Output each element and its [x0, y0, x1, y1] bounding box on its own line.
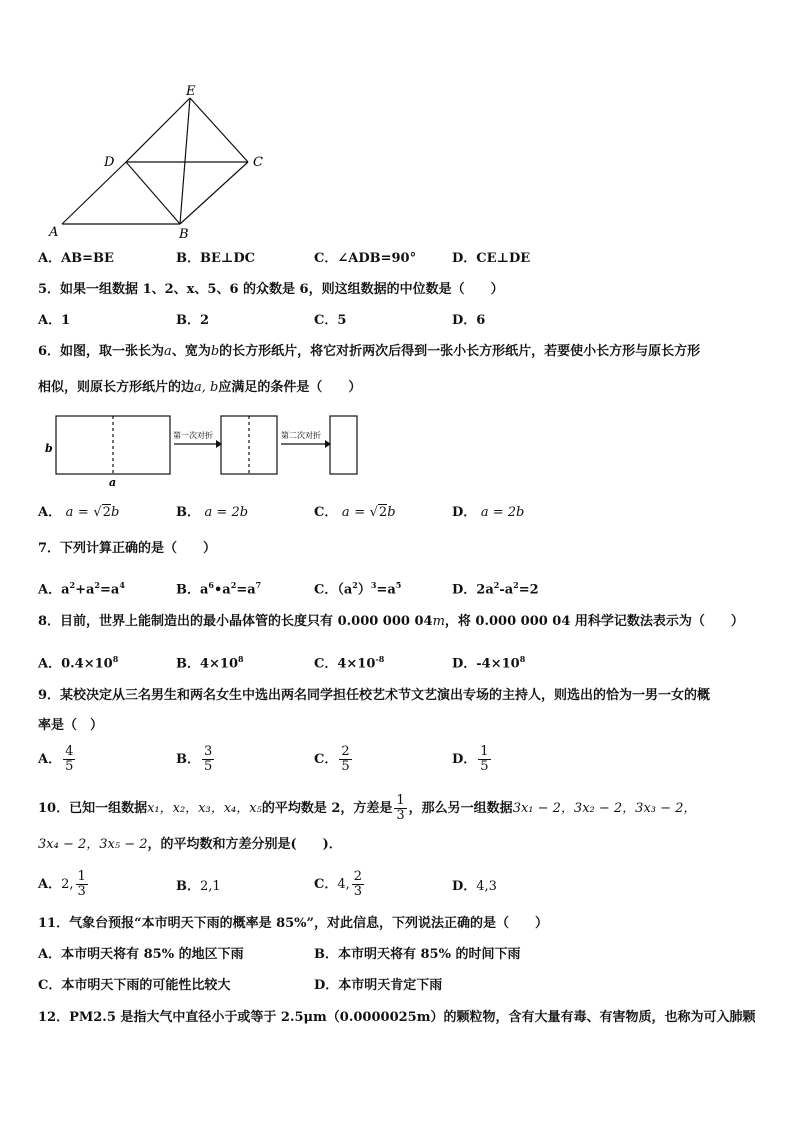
q6-option-d-label: D． [452, 505, 477, 520]
q9-option-c [314, 745, 354, 774]
q9-option-a [38, 745, 77, 774]
q9-b-fraction [202, 745, 214, 774]
q9-a-den: 5 [65, 759, 74, 774]
q10-question-line1 [38, 794, 696, 823]
q7-a-end: =a [100, 582, 120, 598]
q7-option-b [176, 576, 261, 599]
q7-b-sup3: 7 [255, 580, 262, 590]
q6-var-a: a [164, 344, 172, 359]
q9-question-line2: 率是（ ） [38, 718, 104, 733]
q5-option-c: C．5 [314, 313, 347, 328]
q6-var-b: b [210, 344, 220, 359]
q11-option-d: D．本市明天肯定下雨 [314, 978, 443, 993]
q10-option-c [314, 870, 366, 899]
q5-option-a: A．1 [38, 313, 71, 328]
q9-question-line1: 9．某校决定从三名男生和两名女生中选出两名同学担任校艺术节文艺演出专场的主持人，则选出的恰为一男一女的概 [38, 688, 711, 703]
q10-a-pre: 2, [61, 877, 74, 892]
q9-d-num: 1 [480, 744, 489, 759]
fig-label-a: a [109, 476, 117, 489]
q8-option-c [314, 650, 384, 673]
q6-option-a-lhs: a [65, 505, 74, 520]
q6-option-a-label: A． [38, 505, 62, 520]
q7-option-d [452, 576, 539, 599]
q6-text-part3: 的长方形纸片，将它对折两次后得到一张小长方形纸片，若要使小长方形与原长方形 [219, 344, 701, 359]
q8-c-exp: -8 [375, 654, 385, 664]
q7-c-sup1: 2 [352, 580, 358, 590]
q7-c-sup2: 3 [370, 580, 377, 590]
q10-c-pre: 4, [337, 877, 350, 892]
q6-text-line2-part1: 相似，则原长方形纸片的边 [38, 380, 195, 395]
q7-question: 7．下列计算正确的是（ ） [38, 541, 217, 556]
q8-b-exp: 8 [238, 654, 244, 664]
q6-var-ab: a, b [194, 380, 219, 395]
q6-text-part1: 6．如图，取一张长为 [38, 344, 165, 359]
q6-option-c-var: b [387, 505, 396, 520]
q6-option-b-label: B． [176, 505, 200, 520]
q10-c-num: 2 [353, 869, 363, 884]
q6-option-d-math: a = 2b [480, 505, 525, 520]
fold-label-2: 第二次对折 [281, 431, 321, 440]
q7-b-sup1: 6 [208, 580, 214, 590]
q6-question-line2 [38, 379, 361, 397]
q9-c-label: C． [314, 752, 338, 767]
q7-b-mid: •a [214, 582, 231, 598]
q8-text-part2: ，将 0.000 000 04 用科学记数法表示为（ ） [444, 614, 744, 629]
q6-option-c-radicand: 2 [378, 505, 388, 520]
q8-option-d [452, 650, 525, 673]
q7-c-end: =a [376, 582, 396, 598]
q7-a-sup2: 2 [94, 580, 100, 590]
q7-d-mid: -a [499, 582, 514, 598]
q9-c-fraction [339, 745, 351, 774]
q6-option-c-label: C． [314, 505, 338, 520]
q10-variance-den: 3 [396, 808, 405, 823]
q10-d-label: D． [452, 879, 477, 894]
q9-option-b [176, 745, 216, 774]
q7-option-a [38, 576, 125, 599]
folding-figure [40, 410, 370, 490]
q10-question-line2 [38, 836, 342, 854]
q8-c-pre: C．4×10 [314, 656, 376, 672]
q9-a-label: A． [38, 752, 62, 767]
q10-a-den: 3 [77, 884, 86, 899]
q11-question: 11．气象台预报“本市明天下雨的概率是 85%”，对此信息，下列说法正确的是（ ） [38, 916, 549, 931]
q10-b-label: B． [176, 879, 200, 894]
q7-c-sup3: 5 [395, 580, 402, 590]
point-label-e: E [186, 84, 196, 99]
q6-option-c-lhs: a [341, 505, 350, 520]
fold-label-1: 第一次对折 [173, 431, 213, 440]
q6-option-b [176, 504, 248, 522]
q9-c-num: 2 [341, 744, 350, 759]
q10-expr1: 3x₁ − 2，3x₂ − 2，3x₃ − 2， [512, 801, 697, 816]
q10-a-label: A． [38, 877, 62, 892]
fig-label-b: b [45, 442, 53, 455]
q10-text-part3: ，那么另一组数据 [408, 801, 513, 816]
q6-option-a-var: b [110, 505, 120, 520]
q11-option-a: A．本市明天将有 85% 的地区下雨 [38, 947, 244, 962]
q6-option-b-math: a = 2b [204, 505, 249, 520]
q11-option-b: B．本市明天将有 85% 的时间下雨 [314, 947, 521, 962]
q10-option-d [452, 878, 497, 896]
point-label-b: B [179, 227, 189, 240]
q6-option-c-eq: = [354, 505, 366, 520]
point-label-a: A [49, 225, 59, 240]
q6-question-line1 [38, 343, 700, 361]
q6-option-a: A． a = √2b [38, 505, 120, 520]
q7-option-c [314, 576, 401, 599]
q9-d-fraction [478, 745, 490, 774]
q10-a-num: 1 [77, 869, 86, 884]
q7-c-pre: C．（a [314, 582, 353, 598]
q10-variance-num: 1 [396, 793, 405, 808]
q9-d-den: 5 [480, 759, 489, 774]
q8-unit: m [432, 614, 445, 629]
q8-d-exp: 8 [519, 654, 526, 664]
q6-option-c: C． a = √2b [314, 505, 396, 520]
point-label-c: C [253, 155, 263, 170]
q9-a-fraction [63, 745, 75, 774]
q10-c-den: 3 [353, 884, 363, 899]
q7-d-sup1: 2 [493, 580, 500, 590]
q4-option-c: C．∠ADB=90° [314, 251, 417, 266]
q7-b-sup2: 2 [230, 580, 237, 590]
q8-option-b [176, 650, 244, 673]
q9-b-label: B． [176, 752, 200, 767]
q6-text-part2: 、宽为 [171, 344, 211, 359]
q8-a-exp: 8 [112, 654, 119, 664]
q7-a-sup3: 4 [119, 580, 125, 590]
q9-b-num: 3 [204, 744, 213, 759]
q4-option-d: D．CE⊥DE [452, 251, 531, 266]
q10-text-part1: 10．已知一组数据 [38, 801, 148, 816]
q10-c-fraction [352, 870, 364, 899]
q11-option-c: C．本市明天下雨的可能性比较大 [38, 978, 231, 993]
q5-option-b: B．2 [176, 313, 210, 328]
q10-d-val: 4,3 [476, 879, 497, 894]
q6-text-line2-part2: 应满足的条件是（ ） [218, 380, 362, 395]
q10-option-b [176, 878, 221, 896]
q10-vars: x₁，x₂，x₃，x₄，x₅ [147, 801, 262, 816]
q9-a-num: 4 [65, 744, 74, 759]
q6-option-a-eq: = [77, 505, 89, 520]
q10-c-label: C． [314, 877, 338, 892]
q6-option-d [452, 504, 524, 522]
q10-variance-fraction [394, 794, 406, 823]
q8-b-pre: B．4×10 [176, 656, 239, 672]
q9-d-label: D． [452, 752, 477, 767]
q10-expr2: 3x₄ − 2，3x₅ − 2 [38, 837, 148, 852]
q12-question: 12．PM2.5 是指大气中直径小于或等于 2.5μm（0.0000025m）的颗粒物，含有大量有毒、有害物质，也称为可入肺颗 [38, 1010, 756, 1025]
q10-a-fraction [76, 870, 88, 899]
q10-text-part4: ，的平均数和方差分别是( )． [147, 837, 342, 852]
q7-b-end: =a [236, 582, 256, 598]
q10-option-a [38, 870, 90, 899]
q5-question: 5．如果一组数据 1、2、x、5、6 的众数是 6，则这组数据的中位数是（ ） [38, 282, 504, 297]
q7-a-mid: +a [75, 582, 95, 598]
q5-option-d: D．6 [452, 313, 486, 328]
geometry-figure [40, 80, 280, 240]
q7-c-mid: ） [357, 582, 371, 598]
q7-b-pre: B．a [176, 582, 209, 598]
q9-b-den: 5 [204, 759, 213, 774]
q10-text-part2: 的平均数是 2，方差是 [261, 801, 393, 816]
q9-c-den: 5 [341, 759, 350, 774]
q7-a-pre: A．a [38, 582, 70, 598]
q8-text-part1: 8．目前，世界上能制造出的最小晶体管的长度只有 0.000 000 04 [38, 614, 433, 629]
q7-d-sup2: 2 [513, 580, 519, 590]
q7-a-sup1: 2 [69, 580, 76, 590]
q8-question [38, 613, 744, 631]
q4-option-a: A．AB=BE [38, 251, 114, 266]
q7-d-pre: D．2a [452, 582, 494, 598]
q8-option-a [38, 650, 118, 673]
q9-option-d [452, 745, 493, 774]
q8-d-pre: D．-4×10 [452, 656, 520, 672]
q4-option-b: B．BE⊥DC [176, 251, 255, 266]
q10-b-val: 2,1 [200, 879, 221, 894]
point-label-d: D [104, 155, 115, 170]
q7-d-end: =2 [518, 582, 539, 598]
q8-a-pre: A．0.4×10 [38, 656, 113, 672]
q6-option-a-radicand: 2 [102, 505, 111, 520]
